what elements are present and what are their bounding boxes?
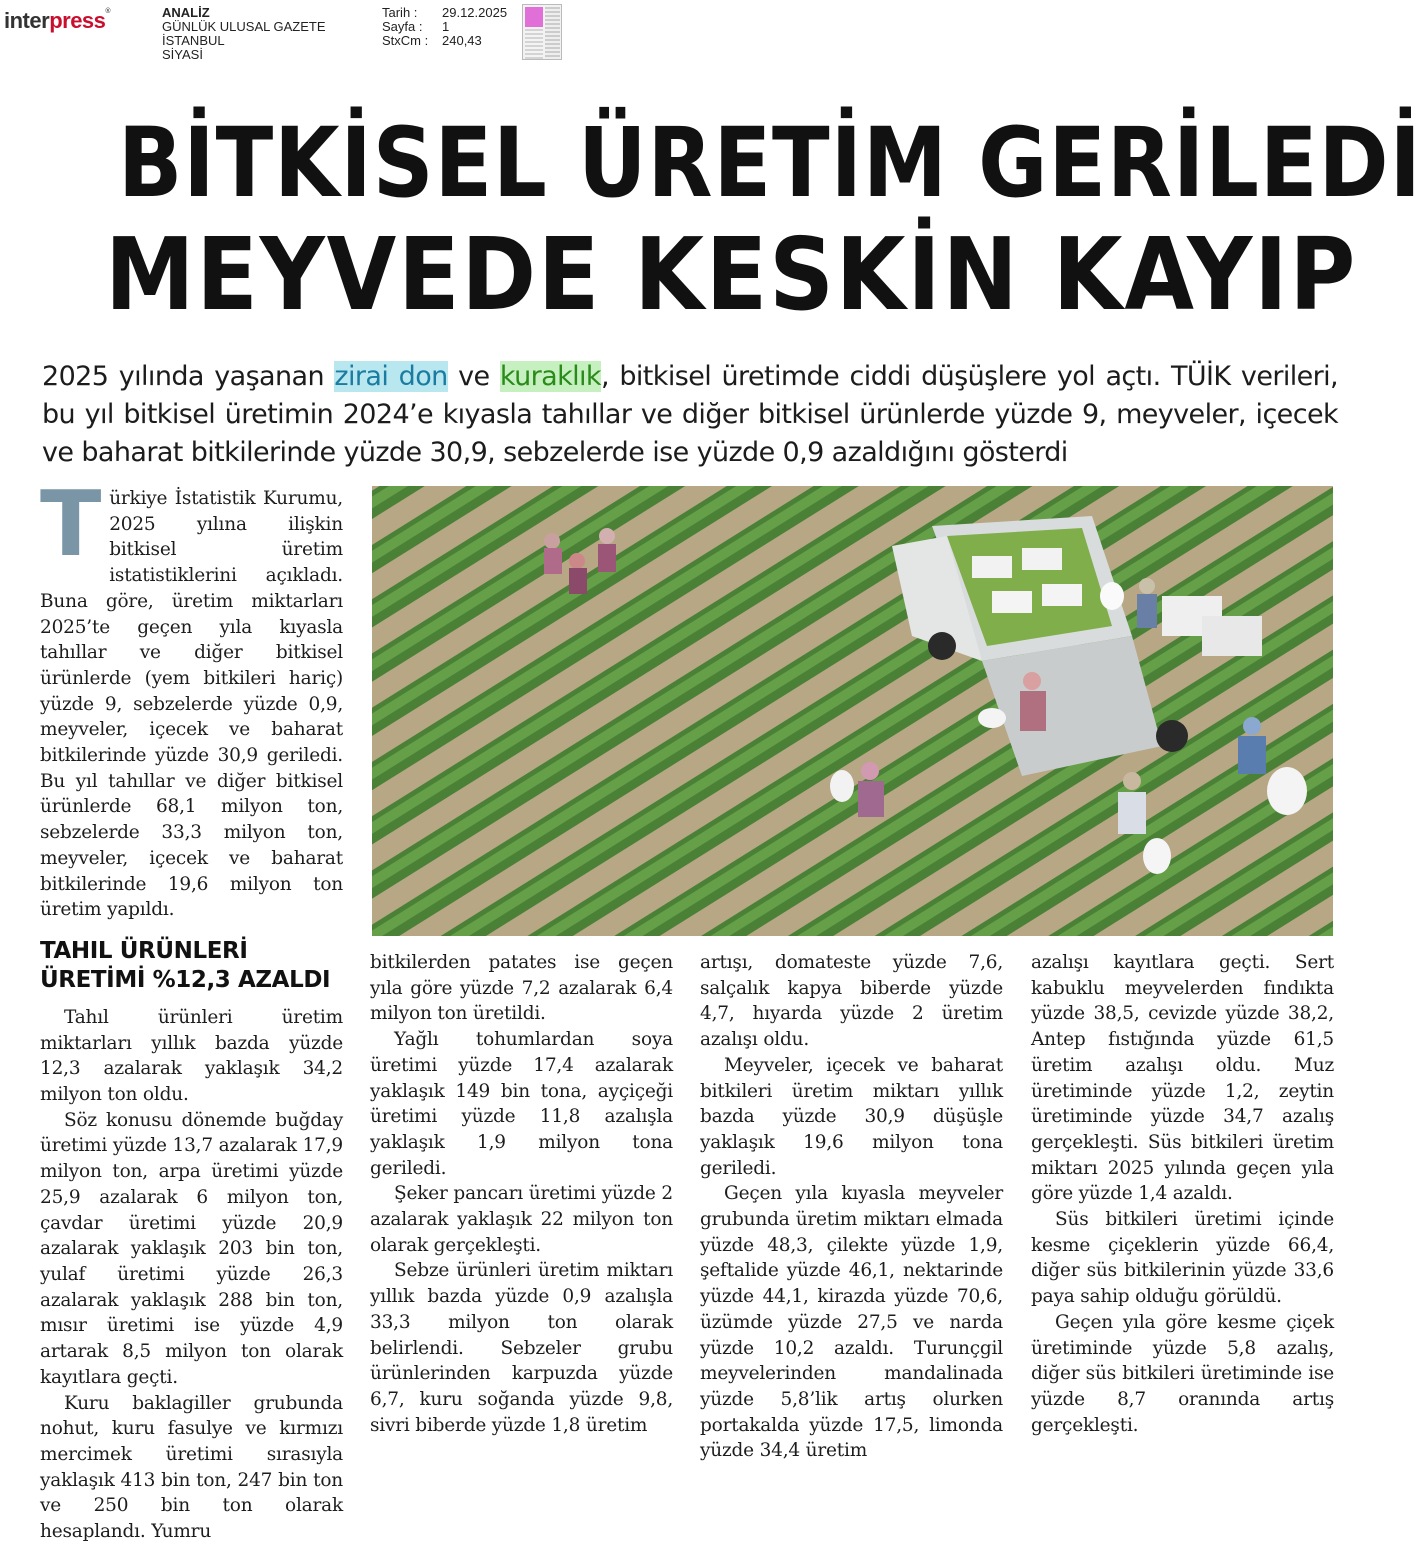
lead-text: ve bbox=[447, 361, 500, 392]
article-column-1 bbox=[40, 472, 343, 1545]
drop-cap: T bbox=[40, 472, 102, 577]
thumbnail-text-block bbox=[525, 29, 543, 59]
article-column-4 bbox=[1031, 950, 1334, 1438]
body-paragraph: Meyveler, içecek ve baharat bitkileri üretim miktarı yıllık bazda yüzde 30,9 düşüşle yaklaşık 19,6 milyon tona geriledi. bbox=[700, 1054, 1003, 1179]
body-paragraph: Şeker pancarı üretimi yüzde 2 azalarak yaklaşık 22 milyon ton olarak gerçekleşti. bbox=[370, 1183, 673, 1256]
category-label: SİYASİ bbox=[162, 47, 203, 62]
logo-registered-mark: ® bbox=[105, 8, 111, 15]
clipping-meta bbox=[382, 6, 507, 48]
intro-text: ürkiye İstatistik Kurumu, 2025 yılına ilişkin bitkisel üretim istatistiklerini açıkladı. Buna göre, üretim miktarları 2025’te geçen yıla kıyasla tahıllar ve diğer bitkisel ürünlerde (yem bitkileri hariç) yüzde 9, sebzelerde yüzde 0,9, meyveler, içecek ve baharat bitkilerinde yüzde 30,9 geriledi. Bu yıl tahıllar ve diğer bitkisel ürünlerde 68,1 milyon ton, sebzelerde 33,3 milyon ton, meyveler, içecek ve baharat bitkilerinde 19,6 milyon ton üretim yapıldı. bbox=[40, 488, 343, 921]
article-column-2 bbox=[370, 950, 673, 1438]
page-thumbnail[interactable] bbox=[522, 4, 562, 60]
lead-text: 2025 yılında yaşanan bbox=[42, 361, 335, 392]
lead-paragraph bbox=[42, 358, 1338, 472]
article-column-3 bbox=[700, 950, 1003, 1464]
body-paragraph: Sebze ürünleri üretim miktarı yıllık bazda yüzde 0,9 azalışla 33,3 milyon ton olarak belirlendi. Sebzeler grubu ürünlerinden karpuzda yüzde 6,7, kuru soğanda yüzde 9,8, sivri biberde yüzde 1,8 üretim bbox=[370, 1260, 673, 1436]
logo-text-inter: inter bbox=[4, 8, 50, 33]
page-label: Sayfa : bbox=[382, 19, 423, 34]
intro-paragraph bbox=[40, 472, 343, 923]
section-label: ANALİZ bbox=[162, 5, 210, 20]
headline bbox=[40, 107, 1422, 333]
logo-text-press: press bbox=[49, 8, 106, 33]
field-photo-illustration bbox=[372, 486, 1333, 936]
date-row bbox=[382, 6, 507, 20]
body-paragraph: Geçen yıla kıyasla meyveler grubunda üretim miktarı elmada yüzde 48,3, çilekte yüzde 1,9, şeftalide yüzde 46,1, nektarinde yüzde 44,1, kirazda yüzde 70,6, üzümde yüzde 27,5 ve narda yüzde 10,2 azaldı. Turunçgil meyvelerinden mandalinada yüzde 5,8’lik artış olurken portakalda yüzde 17,5, limonda yüzde 34,4 üretim bbox=[700, 1183, 1003, 1462]
body-paragraph: azalışı kayıtlara geçti. Sert kabuklu meyvelerden fındıkta yüzde 38,5, cevizde yüzde 38,2, Antep fıstığında yüzde 61,5 üretim azalışı oldu. Muz üretiminde yüzde 1,2, zeytin üretiminde yüzde 34,7 azalış gerçekleşti. Süs bitkileri üretim miktarı 2025 yılında geçen yıla göre yüzde 1,4 azaldı. bbox=[1031, 952, 1334, 1205]
body-paragraph: bitkilerden patates ise geçen yıla göre yüzde 7,2 azalarak 6,4 milyon ton üretildi. bbox=[370, 952, 673, 1025]
city-label: İSTANBUL bbox=[162, 33, 225, 48]
page-row bbox=[382, 20, 507, 34]
field-photo-icon bbox=[372, 486, 1333, 936]
stxcm-value: 240,43 bbox=[442, 33, 482, 48]
stxcm-label: StxCm : bbox=[382, 33, 429, 48]
publication-type: GÜNLÜK ULUSAL GAZETE bbox=[162, 19, 326, 34]
headline-line-1: BİTKİSEL ÜRETİM GERİLEDİ bbox=[118, 107, 1422, 219]
body-paragraph: Söz konusu dönemde buğday üretimi yüzde 13,7 azalarak 17,9 milyon ton, arpa üretimi yüzde 25,9 azalarak 6 milyon ton, çavdar üretimi yüzde 20,9 azalarak yaklaşık 203 bin ton, yulaf üretimi yüzde 26,3 azalarak yaklaşık 288 bin ton, mısır üretimi ise yüzde 4,9 artarak 8,5 milyon ton olarak kayıtlara geçti. bbox=[40, 1109, 343, 1388]
lead-highlight-kuraklik: kuraklık bbox=[499, 361, 601, 392]
thumbnail-highlight-block bbox=[525, 7, 543, 27]
subheading-line-2: ÜRETİMİ %12,3 AZALDI bbox=[40, 966, 331, 993]
page-value: 1 bbox=[442, 19, 450, 34]
body-paragraph: Yağlı tohumlardan soya üretimi yüzde 17,4 azalarak yaklaşık 149 bin tona, ayçiçeği üretimi yüzde 11,8 azalışla yaklaşık 1,9 milyon tona geriledi. bbox=[370, 1029, 673, 1179]
body-paragraph: Geçen yıla göre kesme çiçek üretiminde yüzde 5,8 azalış, diğer süs bitkileri üretiminde ise yüzde 8,7 oranında artış gerçekleşti. bbox=[1031, 1311, 1334, 1436]
subheading-line-1: TAHIL ÜRÜNLERİ bbox=[40, 937, 248, 964]
body-paragraph: Kuru baklagiller grubunda nohut, kuru fasulye ve kırmızı mercimek üretimi sırasıyla yaklaşık 413 bin ton, 247 bin ton ve 250 bin ton olarak hesaplandı. Yumru bbox=[40, 1392, 343, 1543]
headline-line-2: MEYVEDE KESKİN KAYIP bbox=[105, 216, 1358, 333]
thumbnail-text-block bbox=[545, 7, 560, 59]
date-value: 29.12.2025 bbox=[442, 5, 508, 20]
lead-highlight-zirai-don: zirai don bbox=[334, 361, 448, 392]
interpress-logo bbox=[4, 8, 110, 34]
date-label: Tarih : bbox=[382, 5, 418, 20]
lead-text: , bitkisel üretimde ciddi düşüşlere yol açtı. TÜİK verileri, bu yıl bitkisel üretimin 2024’e kıyasla tahıllar ve diğer bitkisel ürünlerde yüzde 9, meyveler, içecek ve baharat bitkilerinde yüzde 30,9, sebzelerde ise yüzde 0,9 azaldığını gösterdi bbox=[42, 361, 1339, 468]
publication-info bbox=[162, 6, 326, 62]
body-paragraph: Tahıl ürünleri üretim miktarları yıllık bazda yüzde 12,3 azalarak yaklaşık 34,2 milyon ton oldu. bbox=[40, 1006, 343, 1106]
body-paragraph: Süs bitkileri üretimi içinde kesme çiçeklerin yüzde 66,4, diğer süs bitkilerinin yüzde 33,6 paya sahip olduğu görüldü. bbox=[1031, 1209, 1334, 1308]
subheading bbox=[40, 937, 343, 995]
stxcm-row bbox=[382, 34, 507, 48]
body-paragraph: artışı, domateste yüzde 7,6, salçalık kapya biberde yüzde 4,7, hıyarda yüzde 2 üretim azalışı oldu. bbox=[700, 952, 1003, 1051]
